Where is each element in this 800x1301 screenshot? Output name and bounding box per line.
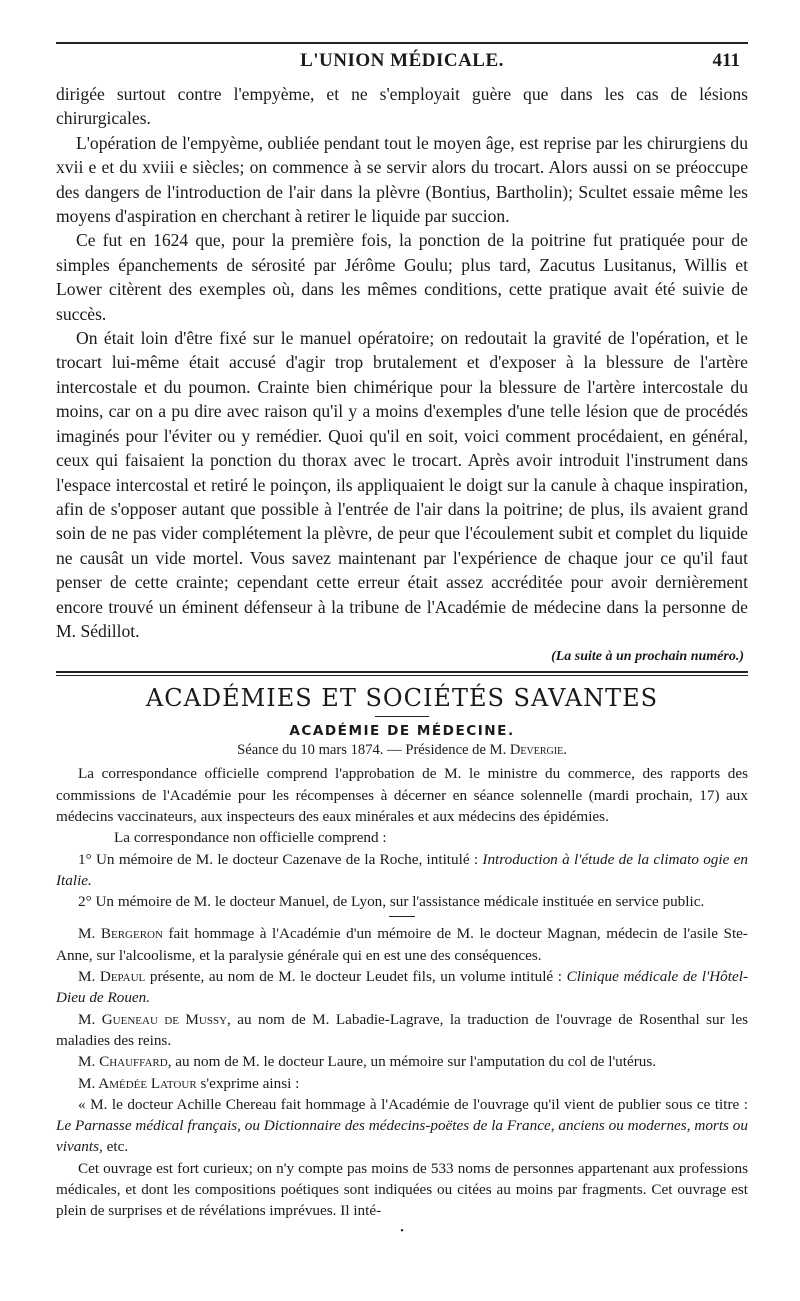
header-rule (56, 42, 748, 44)
speaker-text: s'exprime ainsi : (200, 1074, 300, 1092)
page-mark: • (400, 1225, 404, 1237)
quote: Cet ouvrage est fort curieux; on n'y compte pas moins de 533 noms de personnes appartenant aux professions médicales, et dont les compositions poétiques sont indiquées ou citées au moins par fragments. Cet ouvrage est plein de surprises et de révélations imprévues. Il inté- (56, 1159, 748, 1220)
page-number: 411 (712, 50, 740, 71)
quote-text: « M. le docteur Achille Chereau fait hommage à l'Académie de l'ouvrage qu'il vient de publier sous ce titre : (78, 1095, 748, 1113)
paragraph (56, 1051, 748, 1072)
paragraph: La correspondance non officielle comprend : (114, 829, 387, 847)
section-title: ACADÉMIES ET SOCIÉTÉS SAVANTES (145, 684, 659, 713)
book-title: Le Parnasse médical français, ou Dictionnaire des médecins-poëtes de la France, anciens ou modernes, morts ou vivants, (56, 1117, 748, 1156)
speaker-name: M. Gueneau de Mussy (78, 1010, 228, 1028)
paragraph: dirigée surtout contre l'empyème, et ne s'employait guère que dans les cas de lésions chirurgicales. (56, 84, 748, 129)
minutes (56, 763, 748, 1221)
journal-title: L'UNION MÉDICALE. (300, 50, 504, 71)
speaker-name: M. Depaul (78, 968, 146, 986)
seance-date: Séance du 10 mars 1874. — Présidence de M. (237, 742, 507, 759)
item-text: 1° Un mémoire de M. le docteur Cazenave de la Roche, intitulé : (78, 850, 479, 868)
separator (389, 916, 415, 917)
speaker-text: fait hommage à l'Académie d'un mémoire de M. le docteur Magnan, médecin de l'asile Ste-Anne, sur l'alcoolisme, et la paralysie générale qui en est une des conséquences. (56, 925, 748, 964)
paragraph: Ce fut en 1624 que, pour la première fois, la ponction de la poitrine fut pratiquée pour de simples épanchements de sérosité par Jérôme Goulu; plus tard, Zacutus Lusitanus, Willis et Lower citèrent des exemples où, dans les mêmes conditions, cette pratique avait été suivie de succès. (56, 230, 748, 324)
work-title: Clinique médicale de l'Hôtel-Dieu de Rouen. (56, 968, 749, 1007)
quote-text: etc. (106, 1138, 129, 1156)
list-item (56, 849, 748, 892)
section-divider (56, 671, 748, 676)
title-rule (375, 716, 429, 717)
paragraph: La correspondance officielle comprend l'approbation de M. le ministre du commerce, des rapports des commissions de l'Académie pour les récompenses à décerner en séance solennelle (mardi prochain, 17) aux médecins vaccinateurs, aux inspecteurs des eaux minérales et aux médecins des épidémies. (56, 765, 748, 825)
speaker-text: présente, au nom de M. le docteur Leudet fils, un volume intitulé : (149, 968, 562, 986)
speaker-name: M. Bergeron (78, 925, 163, 943)
president-name: Devergie. (509, 742, 567, 759)
list-item: 2° Un mémoire de M. le docteur Manuel, de Lyon, sur l'assistance médicale instituée en service public. (78, 893, 705, 911)
speaker-text: , au nom de M. Labadie-Lagrave, la traduction de l'ouvrage de Rosenthal sur les maladies des reins. (56, 1010, 748, 1049)
paragraph (56, 1073, 748, 1094)
continuation-note: (La suite à un prochain numéro.) (551, 649, 744, 665)
item-title: Introduction à l'étude de la climato ogie en Italie. (56, 850, 748, 889)
running-head (56, 42, 748, 76)
academy-heading: ACADÉMIE DE MÉDECINE. (289, 723, 515, 740)
paragraph (56, 923, 748, 966)
paragraph (56, 966, 748, 1009)
article-continuation (56, 82, 748, 643)
quote (56, 1094, 748, 1158)
paragraph: On était loin d'être fixé sur le manuel opératoire; on redoutait la gravité de l'opération, et le trocart lui-même était accusé d'agir trop brutalement et d'exposer à la blessure de l'artère intercostale et du poumon. Crainte bien chimérique pour la blessure de l'artère intercostale du moins, car on a pu dire avec raison qu'il y a moins d'exemples d'une telle lésion que de procédés imaginés pour l'éviter ou y remédier. Quoi qu'il en soit, voici comment procédaient, en général, ceux qui faisaient la ponction du thorax avec le trocart. Après avoir introduit l'instrument dans l'espace intercostal et retiré le poinçon, ils appliquaient le doigt sur la canule à chaque inspiration, afin de s'opposer autant que possible à l'entrée de l'air dans la poitrine; de plus, ils avaient grand soin de ne pas vider complétement la plèvre, de peur que l'écoulement subit et complet du liquide ne causât un vide mortel. Vous savez maintenant par l'expérience de chaque jour ce qu'il faut penser de cette crainte; cependant cette erreur était assez accréditée pour avoir dernièrement encore trouvé un éminent défenseur à la tribune de l'Académie de médecine dans la personne de M. Sédillot. (56, 328, 748, 641)
paragraph (56, 1009, 748, 1052)
paragraph: L'opération de l'empyème, oubliée pendant tout le moyen âge, est reprise par les chirurgiens du xvii e et du xviii e siècles; on commence à se servir alors du trocart. Alors aussi on se préoccupe des dangers de l'introduction de l'air dans la plèvre (Bontius, Bartholin); Scultet essaie même les moyens d'aspiration en cherchant à retirer le liquide par succion. (56, 132, 748, 227)
speaker-name: M. Chauffard (78, 1053, 168, 1071)
speaker-name: M. Amédée Latour (78, 1074, 197, 1092)
speaker-text: , au nom de M. le docteur Laure, un mémoire sur l'amputation du col de l'utérus. (167, 1053, 657, 1071)
seance-line (56, 742, 748, 759)
